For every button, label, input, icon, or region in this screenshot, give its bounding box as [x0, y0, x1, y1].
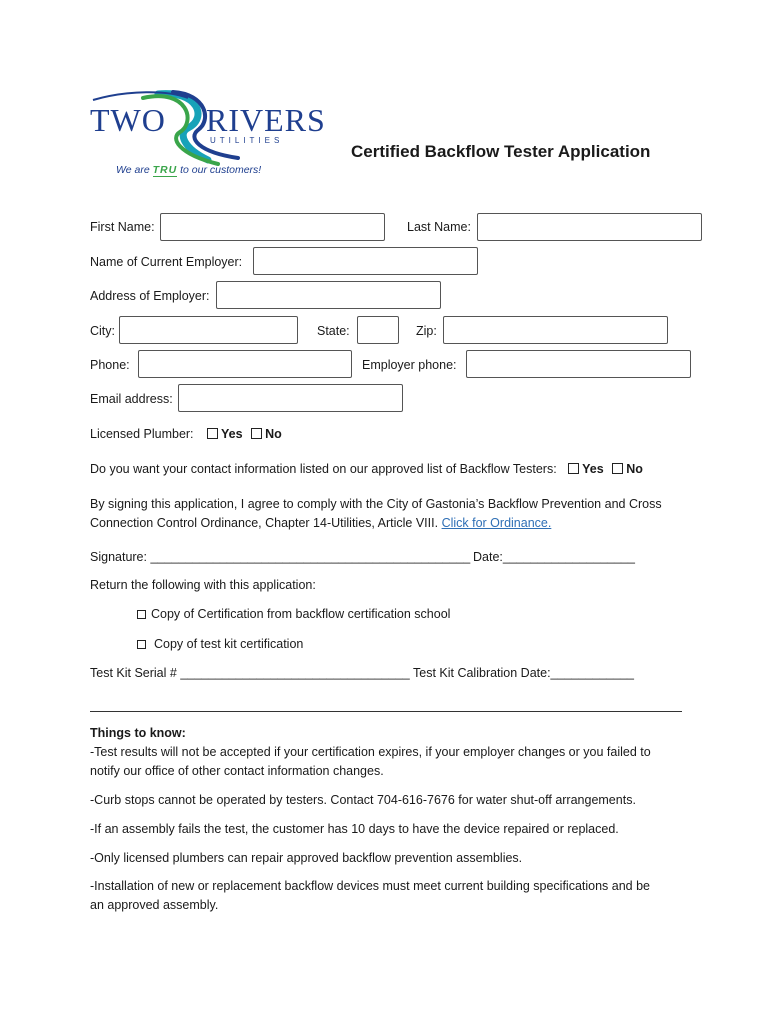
tagline-post: to our customers!	[177, 164, 262, 176]
email-field[interactable]	[178, 384, 403, 412]
address-field[interactable]	[216, 281, 441, 309]
things-item-1-line-2: notify our office of other contact information changes.	[90, 764, 384, 778]
first-name-label: First Name:	[90, 220, 155, 234]
state-field[interactable]	[357, 316, 399, 344]
return-item-1-label: Copy of Certification from backflow certification school	[151, 607, 451, 621]
return-item-2-label: Copy of test kit certification	[154, 637, 304, 651]
things-item-2: -Curb stops cannot be operated by testers. Contact 704-616-7676 for water shut-off arrangements.	[90, 793, 636, 807]
two-rivers-logo	[88, 88, 326, 180]
licensed-no-checkbox[interactable]	[251, 428, 262, 439]
test-kit-serial-line: Test Kit Serial # _________________________________	[90, 666, 410, 680]
tagline-pre: We are	[116, 164, 153, 176]
things-item-5	[90, 877, 650, 915]
things-item-5-line-1: -Installation of new or replacement backflow devices must meet current building specifications and be	[90, 879, 651, 893]
city-field[interactable]	[119, 316, 298, 344]
logo-name-left: TWO	[90, 102, 166, 138]
ordinance-link[interactable]: Click for Ordinance.	[441, 516, 552, 530]
return-item-2-checkbox[interactable]	[137, 640, 146, 649]
test-kit-calibration-line: Test Kit Calibration Date:____________	[413, 666, 634, 680]
things-item-5-line-2: an approved assembly.	[90, 898, 219, 912]
things-item-4: -Only licensed plumbers can repair approved backflow prevention assemblies.	[90, 851, 523, 865]
licensed-plumber-label: Licensed Plumber:	[90, 427, 194, 441]
employer-phone-field[interactable]	[466, 350, 691, 378]
listing-yes-label: Yes	[582, 462, 604, 476]
employer-label: Name of Current Employer:	[90, 255, 243, 269]
licensed-plumber-row	[90, 427, 282, 441]
employer-phone-label: Employer phone:	[362, 358, 457, 372]
listing-no-checkbox[interactable]	[612, 463, 623, 474]
address-label: Address of Employer:	[90, 289, 210, 303]
return-item-1-checkbox[interactable]	[137, 610, 146, 619]
signature-line: Signature: ______________________________________________	[90, 550, 471, 564]
agreement-line-2: Connection Control Ordinance, Chapter 14-Utilities, Article VIII.	[90, 516, 439, 530]
listing-no-label: No	[626, 462, 643, 476]
licensed-yes-label: Yes	[221, 427, 243, 441]
return-item-1	[137, 607, 450, 621]
city-label: City:	[90, 324, 115, 338]
section-divider	[90, 711, 682, 712]
email-label: Email address:	[90, 392, 173, 406]
logo-tagline	[116, 164, 261, 176]
state-label: State:	[317, 324, 350, 338]
last-name-label: Last Name:	[407, 220, 471, 234]
things-item-1-line-1: -Test results will not be accepted if your certification expires, if your employer changes or you failed to	[90, 745, 651, 759]
zip-field[interactable]	[443, 316, 668, 344]
zip-label: Zip:	[416, 324, 437, 338]
date-line: Date:___________________	[473, 550, 635, 564]
agreement-line-1: By signing this application, I agree to comply with the City of Gastonia’s Backflow Prevention and Cross	[90, 497, 662, 511]
first-name-field[interactable]	[160, 213, 385, 241]
phone-field[interactable]	[138, 350, 352, 378]
licensed-yes-checkbox[interactable]	[207, 428, 218, 439]
things-item-1	[90, 743, 651, 781]
agreement-text	[90, 495, 690, 533]
listing-yes-checkbox[interactable]	[568, 463, 579, 474]
logo-name-right: RIVERS	[206, 102, 326, 138]
agreement-line-2-row	[90, 514, 690, 533]
things-item-3: -If an assembly fails the test, the customer has 10 days to have the device repaired or replaced.	[90, 822, 619, 836]
listing-row	[90, 462, 643, 476]
return-heading: Return the following with this application:	[90, 578, 316, 592]
return-item-2	[137, 637, 303, 651]
employer-field[interactable]	[253, 247, 478, 275]
phone-label: Phone:	[90, 358, 130, 372]
page-title: Certified Backflow Tester Application	[351, 142, 651, 161]
logo-subtitle: UTILITIES	[210, 136, 284, 145]
things-heading: Things to know:	[90, 726, 186, 740]
listing-question: Do you want your contact information listed on our approved list of Backflow Testers:	[90, 462, 557, 476]
licensed-no-label: No	[265, 427, 282, 441]
last-name-field[interactable]	[477, 213, 702, 241]
tagline-tru: TRU	[152, 164, 178, 176]
